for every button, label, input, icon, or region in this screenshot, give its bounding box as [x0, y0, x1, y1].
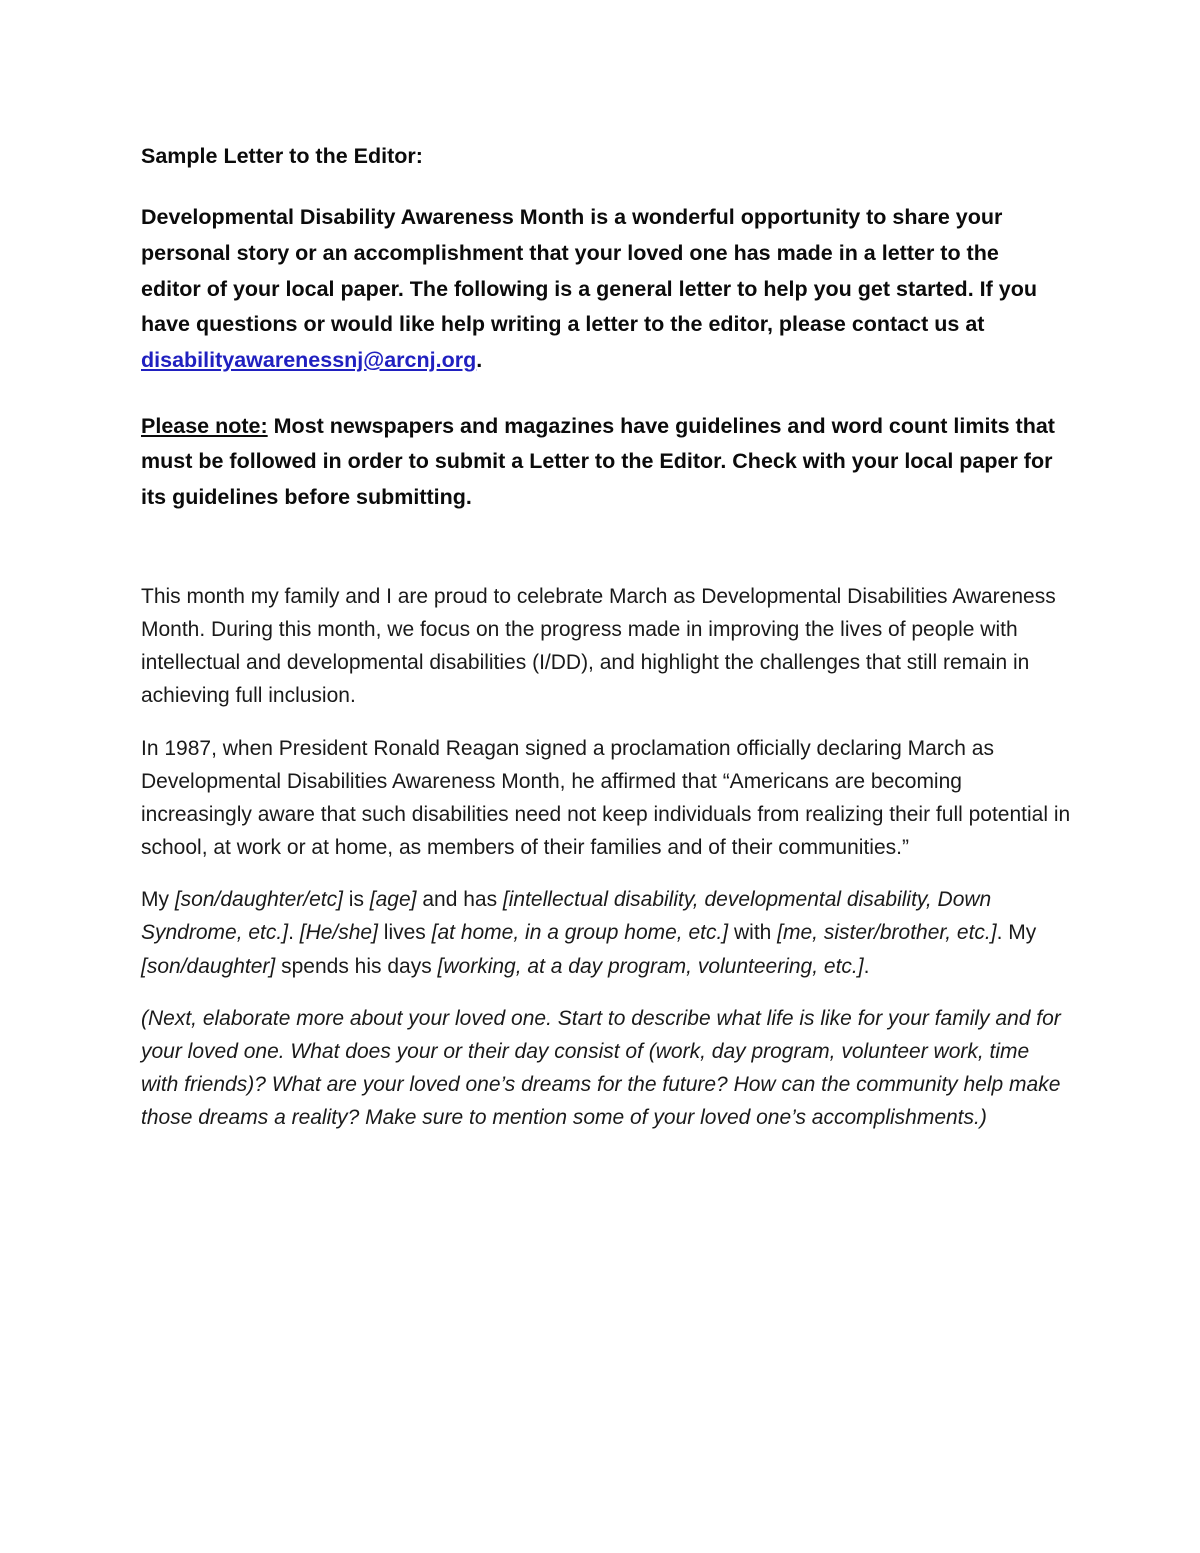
intro-paragraph — [141, 200, 1063, 378]
note-paragraph — [141, 409, 1063, 516]
placeholder-segment: [son/daughter] — [141, 954, 276, 978]
body-paragraph-4-guidance: (Next, elaborate more about your loved one. Start to describe what life is like for your family and for your loved one. What does your or their day consist of (work, day program, volunteer work, time with friends)? What are your loved one’s dreams for the future? How can the community help make those dreams a reality? Make sure to mention some of your loved one’s accomplishments.) — [141, 1006, 1061, 1130]
placeholder-segment: [He/she] — [299, 921, 378, 945]
placeholder-segment: [age] — [369, 888, 417, 912]
body-paragraph-2: In 1987, when President Ronald Reagan signed a proclamation officially declaring March as Developmental Disabilities Awareness Month, he affirmed that “Americans are becoming increasingly aware that such disabilities need not keep individuals from realizing their full potential in school, at work or at home, as members of their families and of their communities.” — [141, 736, 1071, 860]
text-segment: . — [863, 954, 870, 978]
text-segment: is — [342, 888, 370, 912]
placeholder-segment: [working, at a day program, volunteering, etc.] — [437, 954, 864, 978]
body-paragraph-3-placeholders — [141, 883, 1071, 983]
placeholder-segment: [me, sister/brother, etc.] — [777, 921, 997, 945]
letter-content — [141, 140, 1071, 1153]
placeholder-segment: [at home, in a group home, etc.] — [431, 921, 729, 945]
text-segment: My — [141, 888, 175, 912]
text-segment: with — [728, 921, 778, 945]
text-segment: lives — [377, 921, 432, 945]
text-segment: spends his days — [275, 954, 438, 978]
note-label: Please note: — [141, 413, 268, 438]
text-segment: . — [288, 921, 300, 945]
placeholder-segment: [son/daughter/etc] — [174, 888, 343, 912]
body-paragraph-1: This month my family and I are proud to celebrate March as Developmental Disabilities Awareness Month. During this month, we focus on the progress made in improving the lives of people with intellectual and developmental disabilities (I/DD), and highlight the challenges that still remain in achieving full inclusion. — [141, 584, 1056, 708]
note-text: Most newspapers and magazines have guidelines and word count limits that must be followed in order to submit a Letter to the Editor. Check with your local paper for its guidelines before submitting. — [141, 413, 1055, 510]
email-link[interactable]: disabilityawarenessnj@arcnj.org — [141, 348, 477, 373]
intro-text: Developmental Disability Awareness Month is a wonderful opportunity to share your personal story or an accomplishment that your loved one has made in a letter to the editor of your local paper. The following is a general letter to help you get started. If you have questions or would like help writing a letter to the editor, please contact us at — [141, 205, 1037, 337]
text-segment: . My — [996, 921, 1037, 945]
letter-body — [141, 580, 1071, 1135]
placeholder-segment: [intellectual disability, developmental disability, Down Syndrome, etc.] — [141, 888, 992, 945]
text-segment: and has — [416, 888, 503, 912]
document-title: Sample Letter to the Editor: — [141, 144, 423, 168]
intro-text-after-link: . — [476, 348, 483, 373]
